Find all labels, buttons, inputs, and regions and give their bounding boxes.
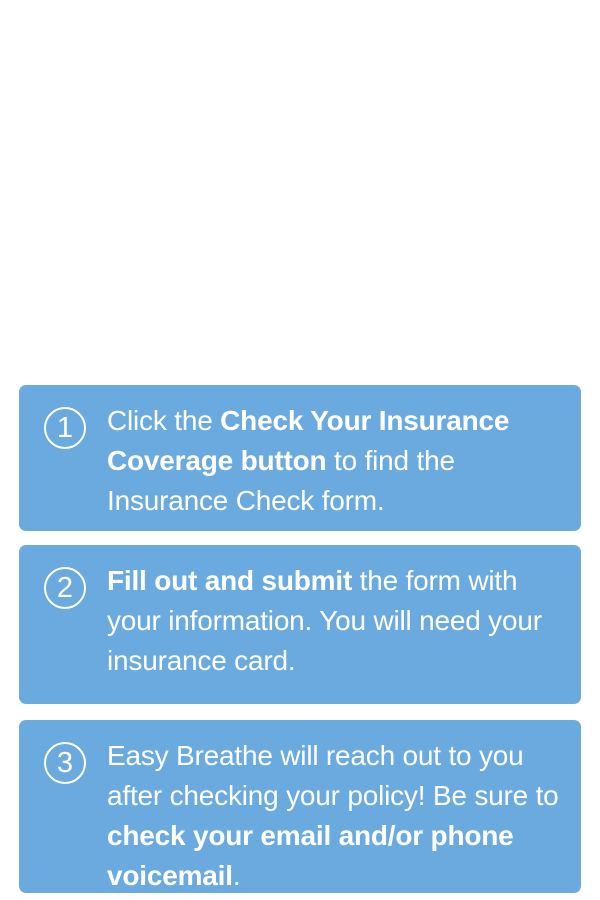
step-3-text-part-3: . — [232, 860, 241, 891]
step-3-text-part-2: check your email and/or phone voicemail — [107, 820, 514, 891]
step-1-instructions — [107, 401, 567, 521]
step-2-instructions — [107, 561, 567, 681]
step-2-text-part-2: the form with your information. You will need your insurance card. — [107, 565, 542, 676]
step-1-text-part-2: Check Your Insurance Coverage button — [107, 405, 510, 476]
step-3-text-part-1: Easy Breathe will reach out to you after checking your policy! Be sure to — [107, 740, 559, 811]
step-1-text-part-3: to find the Insurance Check form. — [107, 445, 455, 516]
step-1-text-part-1: Click the — [107, 405, 221, 436]
step-number-1-badge: 1 — [44, 407, 86, 449]
step-3-instructions — [107, 736, 567, 896]
step-number-2-badge: 2 — [44, 567, 86, 609]
step-card-1 — [19, 385, 581, 531]
step-card-3 — [19, 720, 581, 893]
step-number-3-badge: 3 — [44, 742, 86, 784]
step-card-2 — [19, 545, 581, 704]
step-2-text-part-1: Fill out and submit — [107, 565, 353, 596]
